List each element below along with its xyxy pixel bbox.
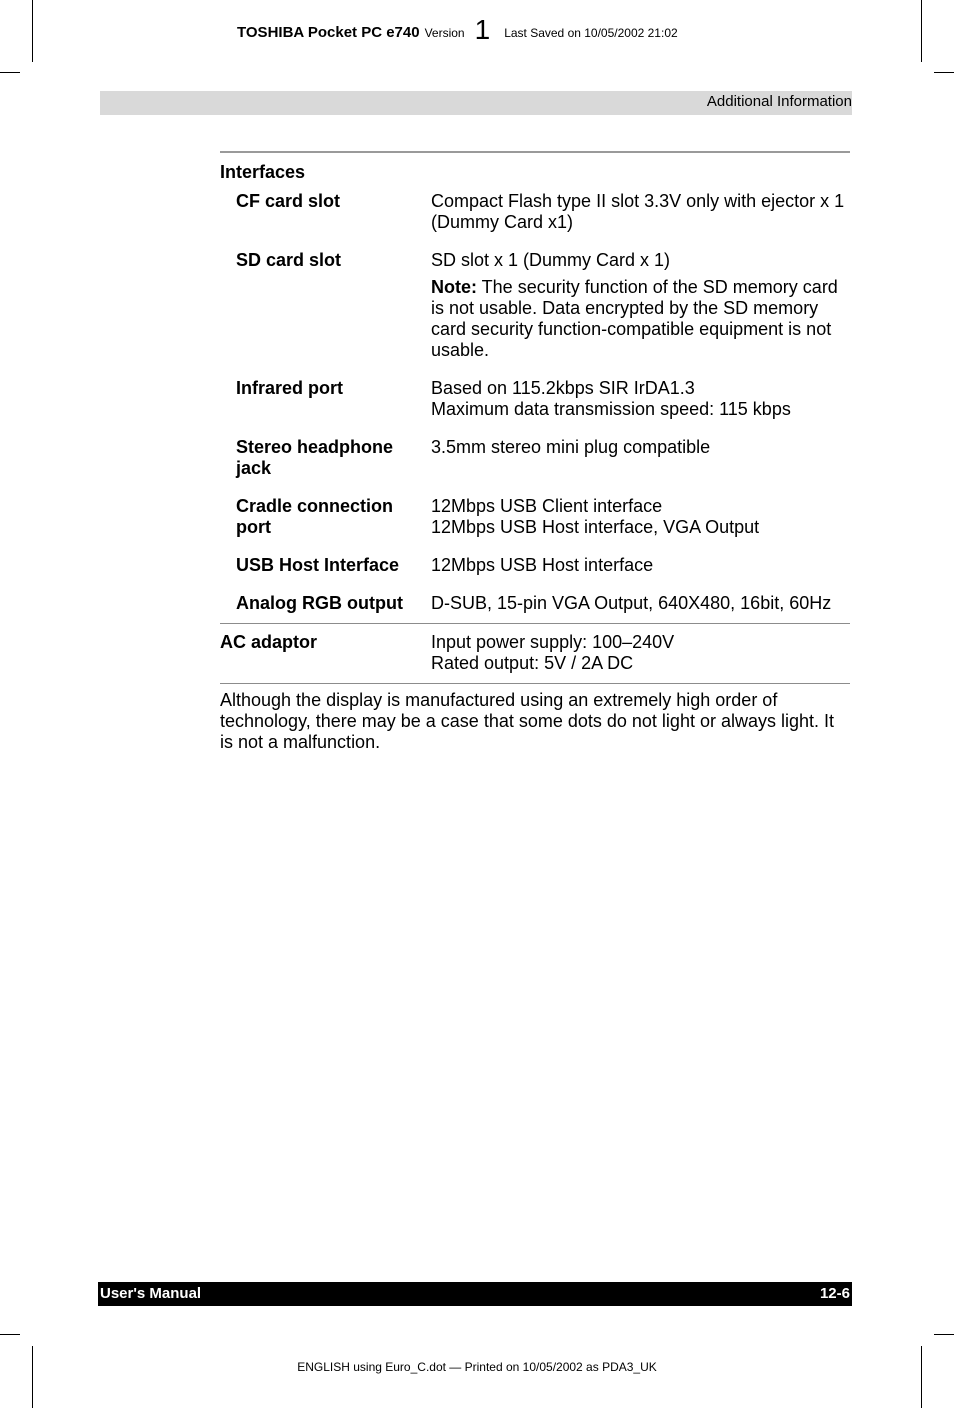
- section-header-bar: [100, 91, 852, 115]
- crop-mark: [921, 0, 922, 62]
- value-line: 12Mbps USB Host interface: [431, 555, 654, 575]
- note-text: The security function of the SD memory card is not usable. Data encrypted by the SD memory card security function-compatible equipment is not usable.: [431, 277, 838, 360]
- version-number: 1: [474, 14, 491, 45]
- value-line: 12Mbps USB Host interface, VGA Output: [431, 517, 760, 537]
- value-line: Input power supply: 100–240V: [431, 632, 675, 652]
- row-value: [431, 191, 850, 233]
- crop-mark: [0, 1334, 20, 1335]
- row-value: [431, 250, 850, 361]
- footer-bar: [98, 1282, 852, 1306]
- section-title: Additional Information: [706, 93, 852, 110]
- row-label: AC adaptor: [220, 632, 318, 652]
- row-value: [431, 378, 850, 420]
- table-top-rule: [220, 151, 850, 153]
- table-row: [220, 437, 850, 479]
- value-line: SD slot x 1 (Dummy Card x 1): [431, 250, 671, 270]
- table-row: [220, 191, 850, 233]
- last-saved: Last Saved on 10/05/2002 21:02: [504, 26, 678, 40]
- row-value: [431, 437, 850, 479]
- row-value: [431, 593, 850, 614]
- print-info: ENGLISH using Euro_C.dot — Printed on 10/05/2002 as PDA3_UK: [297, 1360, 657, 1374]
- table-bottom-rule: [220, 683, 850, 684]
- crop-mark: [0, 72, 20, 73]
- row-label: Infrared port: [236, 378, 344, 398]
- row-label: Analog RGB output: [236, 593, 403, 613]
- version-label: Version: [424, 26, 465, 40]
- spec-table: [220, 151, 850, 753]
- table-row: [220, 632, 850, 674]
- row-label: SD card slot: [236, 250, 342, 270]
- value-line: Rated output: 5V / 2A DC: [431, 653, 634, 673]
- crop-mark: [32, 0, 33, 62]
- footer-manual-title: User's Manual: [100, 1285, 202, 1302]
- document-header: [237, 14, 678, 44]
- value-line: 3.5mm stereo mini plug compatible: [431, 437, 711, 457]
- table-rule: [220, 623, 850, 624]
- value-line: Maximum data transmission speed: 115 kbps: [431, 399, 791, 419]
- row-label: Stereo headphone jack: [236, 437, 394, 478]
- table-row: [220, 496, 850, 538]
- crop-mark: [32, 1346, 33, 1408]
- table-row: [220, 555, 850, 576]
- crop-mark: [934, 72, 954, 73]
- crop-mark: [921, 1346, 922, 1408]
- row-label: Cradle connection port: [236, 496, 394, 537]
- table-row: [220, 378, 850, 420]
- table-row: [220, 250, 850, 361]
- product-name: TOSHIBA Pocket PC e740: [237, 24, 420, 41]
- crop-mark: [934, 1334, 954, 1335]
- note-paragraph: [431, 277, 850, 361]
- value-line: Compact Flash type II slot 3.3V only with ejector x 1 (Dummy Card x1): [431, 191, 845, 232]
- footnote-paragraph: Although the display is manufactured using an extremely high order of technology, there may be a case that some dots do not light or always light. It is not a malfunction.: [220, 690, 835, 752]
- value-line: Based on 115.2kbps SIR IrDA1.3: [431, 378, 695, 398]
- row-label: USB Host Interface: [236, 555, 400, 575]
- row-value: [431, 496, 850, 538]
- row-label: CF card slot: [236, 191, 341, 211]
- value-line: 12Mbps USB Client interface: [431, 496, 663, 516]
- table-row: [220, 593, 850, 614]
- row-value: [431, 555, 850, 576]
- group-title: Interfaces: [220, 162, 306, 182]
- row-value: [431, 632, 850, 674]
- note-label: Note:: [431, 277, 477, 297]
- page-number: 12-6: [819, 1285, 850, 1302]
- value-line: D-SUB, 15-pin VGA Output, 640X480, 16bit, 60Hz: [431, 593, 832, 613]
